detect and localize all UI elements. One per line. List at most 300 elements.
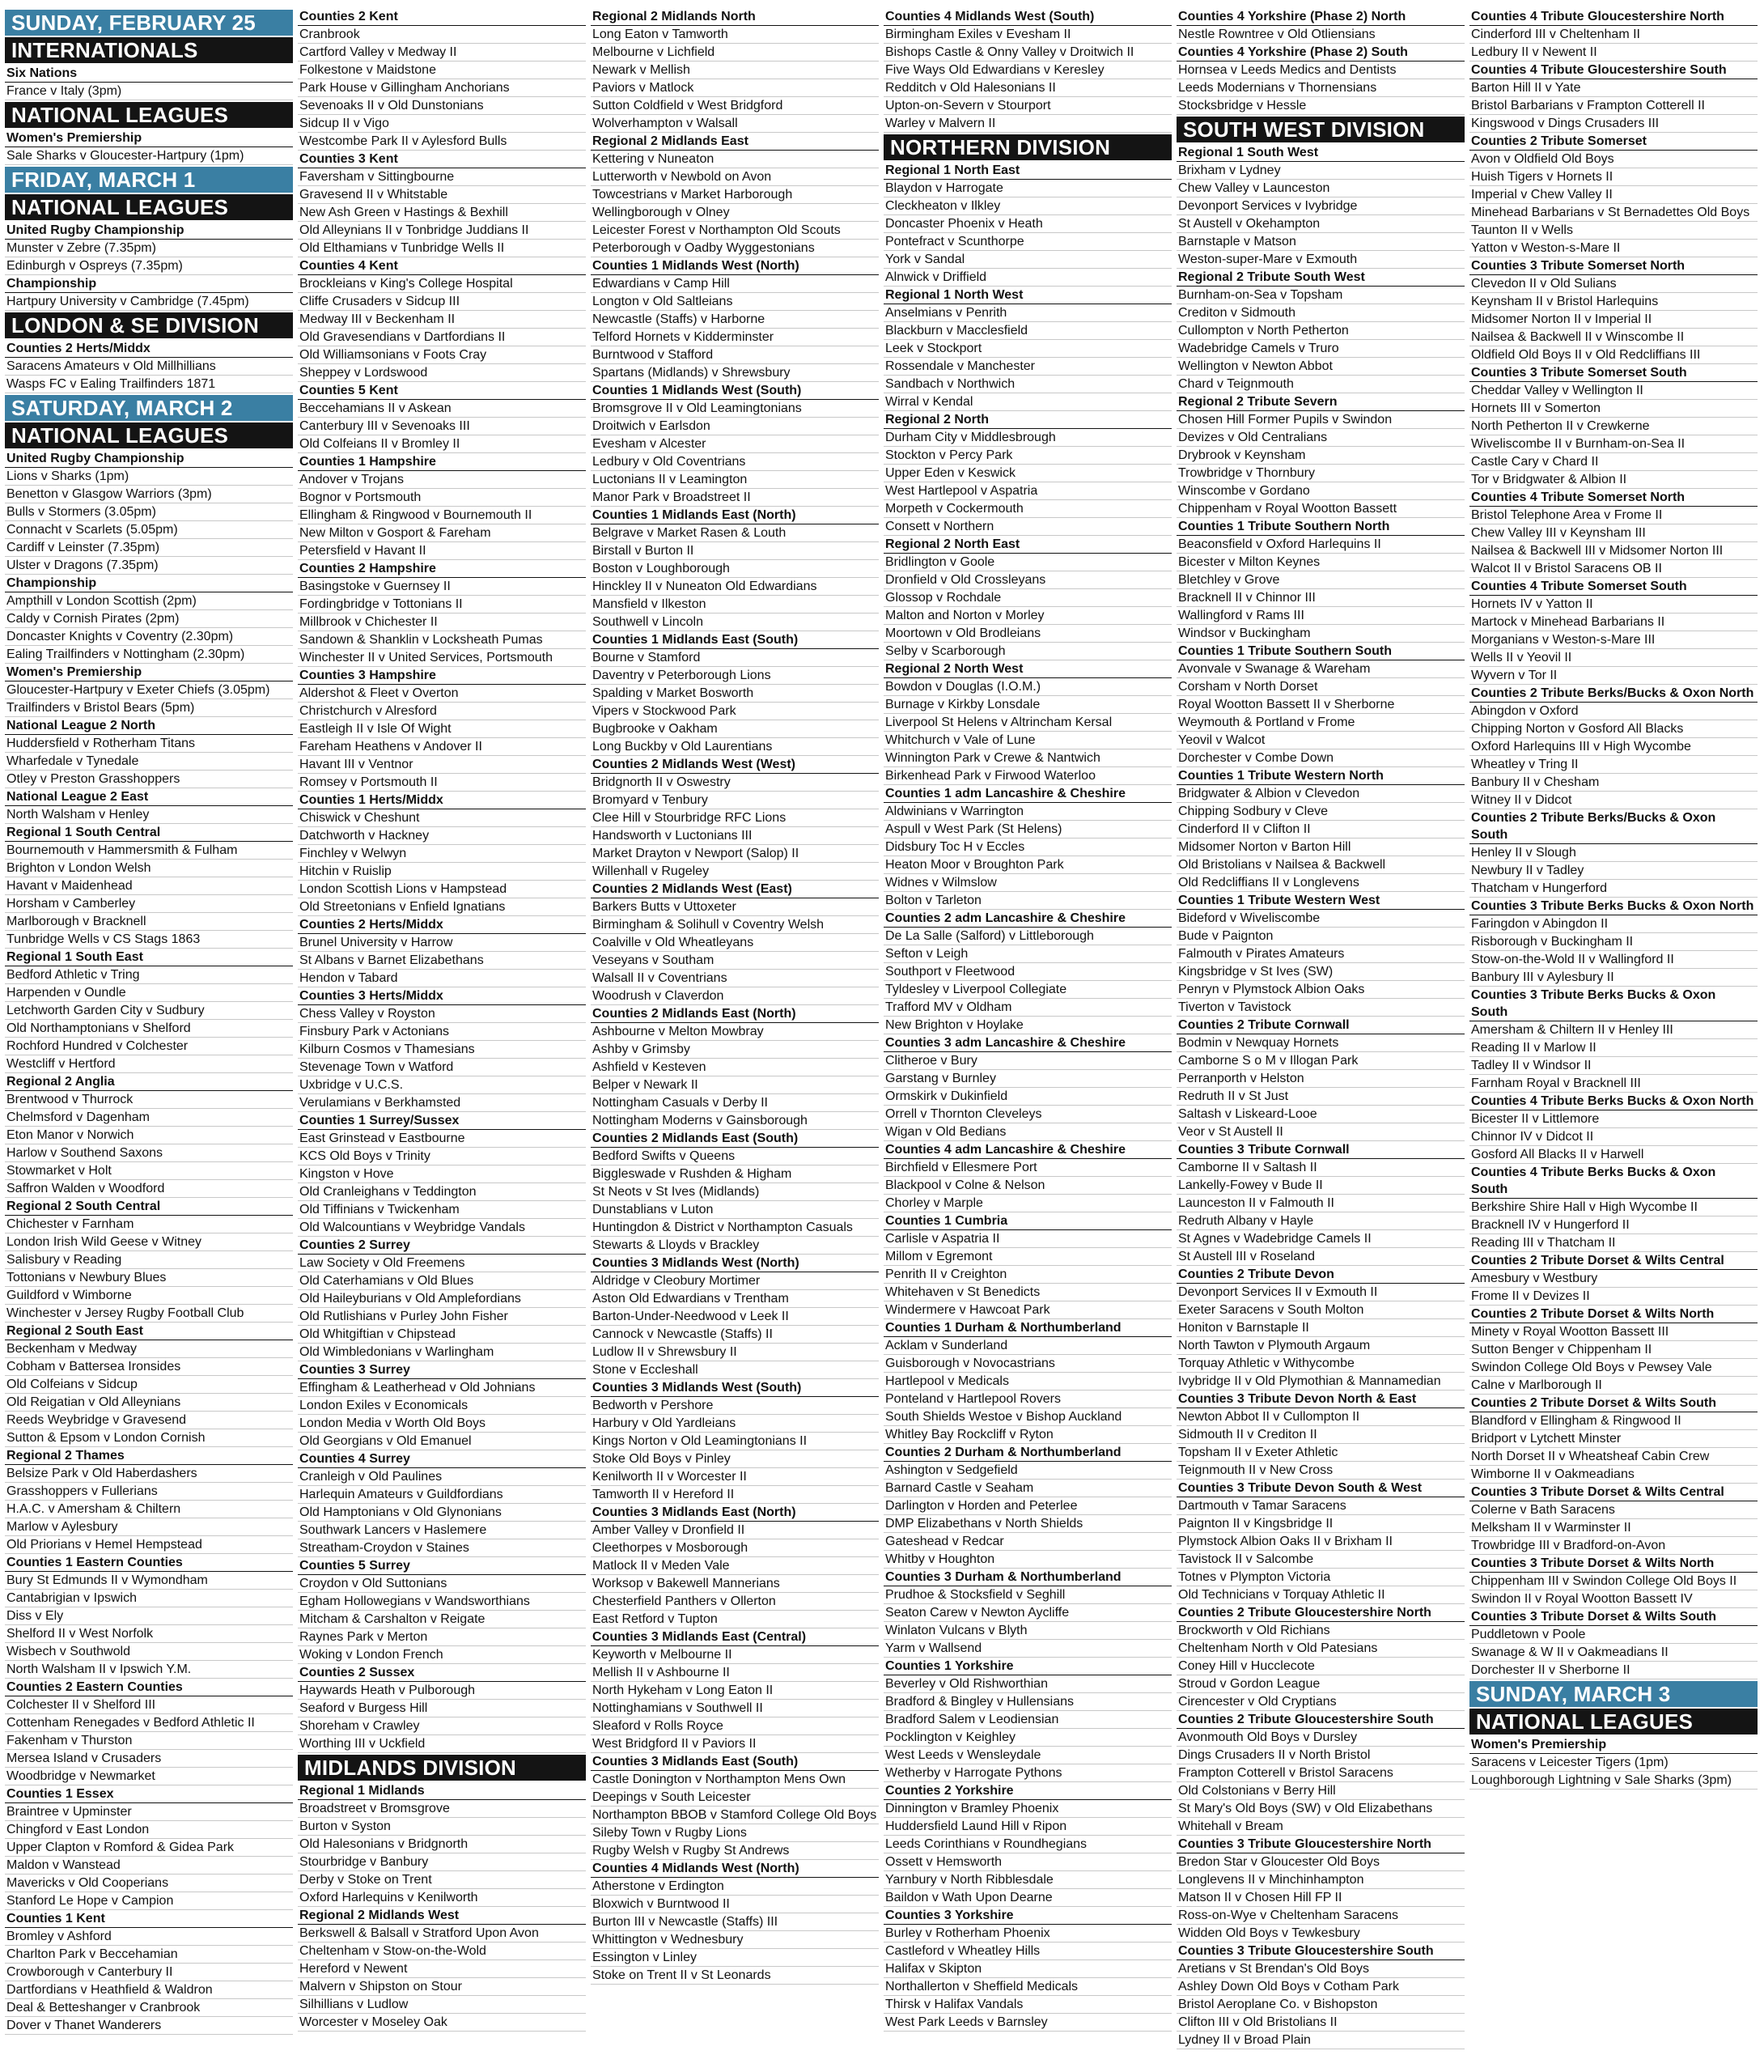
fixture-row: Sidcup II v Vigo [298, 115, 586, 133]
fixture-row: Blandford v Ellingham & Ringwood II [1469, 1412, 1758, 1430]
fixture-row: Verulamians v Berkhamsted [298, 1094, 586, 1112]
fixture-row: Morpeth v Cockermouth [884, 500, 1172, 518]
fixture-row: Longlevens II v Minchinhampton [1177, 1871, 1465, 1889]
fixture-row: Ashby v Grimsby [591, 1041, 879, 1059]
fixture-row: Reading III v Thatcham II [1469, 1234, 1758, 1252]
fixture-row: Egham Hollowegians v Wandsworthians [298, 1593, 586, 1611]
fixture-row: Old Reigatian v Old Alleynians [5, 1394, 293, 1412]
fixture-row: Dronfield v Old Crossleyans [884, 571, 1172, 589]
fixture-row: North Petherton II v Crewkerne [1469, 418, 1758, 435]
fixture-row: Hartpury University v Cambridge (7.45pm) [5, 293, 293, 311]
fixture-row: Redruth Albany v Hayle [1177, 1212, 1465, 1230]
fixture-row: Bloxwich v Burntwood II [591, 1896, 879, 1913]
fixture-row: St Austell III v Roseland [1177, 1248, 1465, 1266]
fixture-row: Deal & Betteshanger v Cranbrook [5, 1999, 293, 2017]
fixture-row: Old Bristolians v Nailsea & Backwell [1177, 856, 1465, 874]
fixture-row: Bletchley v Grove [1177, 571, 1465, 589]
fixture-row: Broadstreet v Bromsgrove [298, 1800, 586, 1818]
fixture-row: Havant III v Ventnor [298, 756, 586, 774]
fixture-row: Burnage v Kirkby Lonsdale [884, 696, 1172, 714]
fixture-row: Munster v Zebre (7.35pm) [5, 240, 293, 257]
league-subheading: Regional 2 Tribute Severn [1177, 393, 1465, 411]
fixture-row: Dover v Thanet Wanderers [5, 2017, 293, 2035]
fixture-row: Southwell v Lincoln [591, 614, 879, 631]
fixture-row: Ponteland v Hartlepool Rovers [884, 1391, 1172, 1408]
fixture-row: Cheltenham v Stow-on-the-Wold [298, 1942, 586, 1960]
fixture-row: Frampton Cotterell v Bristol Saracens [1177, 1764, 1465, 1782]
fixture-row: Widden Old Boys v Tewkesbury [1177, 1925, 1465, 1942]
league-subheading: Counties 1 Eastern Counties [5, 1554, 293, 1572]
fixture-row: Fareham Heathens v Andover II [298, 738, 586, 756]
fixture-row: Marlborough v Bracknell [5, 913, 293, 931]
league-subheading: Women's Premiership [1469, 1736, 1758, 1754]
fixture-row: Colchester II v Shelford III [5, 1696, 293, 1714]
fixture-row: Aston Old Edwardians v Trentham [591, 1290, 879, 1308]
fixture-row: Whitchurch v Vale of Lune [884, 732, 1172, 749]
fixture-row: New Ash Green v Hastings & Bexhill [298, 204, 586, 222]
fixture-row: Wisbech v Southwold [5, 1643, 293, 1661]
fixture-row: Cheddar Valley v Wellington II [1469, 382, 1758, 400]
fixture-row: H.A.C. v Amersham & Chiltern [5, 1501, 293, 1518]
fixture-row: Huish Tigers v Hornets II [1469, 168, 1758, 186]
league-subheading: Counties 3 Tribute Dorset & Wilts South [1469, 1608, 1758, 1626]
fixture-row: Stoke Old Boys v Pinley [591, 1450, 879, 1468]
fixture-row: Worthing III v Uckfield [298, 1735, 586, 1753]
fixture-row: Bicester II v Littlemore [1469, 1110, 1758, 1128]
league-subheading: Counties 2 adm Lancashire & Cheshire [884, 910, 1172, 928]
league-subheading: Women's Premiership [5, 130, 293, 147]
league-subheading: Counties 3 Midlands East (Central) [591, 1628, 879, 1646]
fixture-row: Old Tiffinians v Twickenham [298, 1201, 586, 1219]
fixture-row: Redditch v Old Halesonians II [884, 79, 1172, 97]
fixture-row: Edwardians v Camp Hill [591, 275, 879, 293]
fixture-row: North Hykeham v Long Eaton II [591, 1682, 879, 1700]
fixture-row: Old Streetonians v Enfield Ignatians [298, 898, 586, 916]
fixture-row: Cleckheaton v Ilkley [884, 197, 1172, 215]
league-subheading: Counties 2 Tribute Gloucestershire North [1177, 1604, 1465, 1622]
fixture-row: Bedworth v Pershore [591, 1397, 879, 1415]
fixture-row: Trailfinders v Bristol Bears (5pm) [5, 699, 293, 717]
fixture-row: Finsbury Park v Actonians [298, 1023, 586, 1041]
fixture-row: Ashington v Sedgefield [884, 1462, 1172, 1480]
league-subheading: Counties 2 Surrey [298, 1237, 586, 1255]
fixture-row: Bromyard v Tenbury [591, 792, 879, 809]
league-subheading: Counties 1 Yorkshire [884, 1658, 1172, 1675]
fixture-row: Tottonians v Newbury Blues [5, 1269, 293, 1287]
date-heading: SATURDAY, MARCH 2 [5, 395, 293, 421]
fixture-row: Glossop v Rochdale [884, 589, 1172, 607]
fixture-row: St Albans v Barnet Elizabethans [298, 952, 586, 970]
fixture-row: Bridport v Lytchett Minster [1469, 1430, 1758, 1448]
fixture-row: Guisborough v Novocastrians [884, 1355, 1172, 1373]
fixture-row: Drybrook v Keynsham [1177, 447, 1465, 465]
league-subheading: Counties 3 Tribute Dorset & Wilts North [1469, 1555, 1758, 1573]
fixture-row: Honiton v Barnstaple II [1177, 1319, 1465, 1337]
fixture-row: Weston-super-Mare v Exmouth [1177, 251, 1465, 269]
fixture-row: Orrell v Thornton Cleveleys [884, 1106, 1172, 1123]
fixture-row: Yarnbury v North Ribblesdale [884, 1871, 1172, 1889]
fixture-row: Risborough v Buckingham II [1469, 933, 1758, 951]
league-subheading: Counties 4 Tribute Somerset North [1469, 489, 1758, 507]
fixture-row: Kettering v Nuneaton [591, 151, 879, 168]
fixture-row: Chess Valley v Royston [298, 1005, 586, 1023]
fixture-row: Wirral v Kendal [884, 393, 1172, 411]
fixture-row: Cantabrigian v Ipswich [5, 1590, 293, 1607]
league-subheading: Counties 3 adm Lancashire & Cheshire [884, 1034, 1172, 1052]
fixture-row: Chipping Sodbury v Cleve [1177, 803, 1465, 821]
fixture-row: Leek v Stockport [884, 340, 1172, 358]
league-subheading: Counties 4 Midlands West (North) [591, 1860, 879, 1878]
league-subheading: Regional 2 North [884, 411, 1172, 429]
fixture-row: Burton v Syston [298, 1818, 586, 1836]
fixture-row: London Irish Wild Geese v Witney [5, 1233, 293, 1251]
fixture-row: Stevenage Town v Watford [298, 1059, 586, 1076]
league-subheading: Counties 4 adm Lancashire & Cheshire [884, 1141, 1172, 1159]
league-subheading: Counties 3 Surrey [298, 1361, 586, 1379]
league-subheading: Counties 2 Tribute Dorset & Wilts South [1469, 1395, 1758, 1412]
league-subheading: Counties 1 Cumbria [884, 1212, 1172, 1230]
fixture-row: Horsham v Camberley [5, 895, 293, 913]
fixture-row: Avonvale v Swanage & Wareham [1177, 660, 1465, 678]
division-heading: NATIONAL LEAGUES [1469, 1709, 1758, 1734]
fixture-row: Cheltenham North v Old Patesians [1177, 1640, 1465, 1658]
fixture-row: Dinnington v Bramley Phoenix [884, 1800, 1172, 1818]
fixture-row: Bristol Barbarians v Frampton Cotterell II [1469, 97, 1758, 115]
fixture-row: Thirsk v Halifax Vandals [884, 1996, 1172, 2014]
league-subheading: Counties 3 Tribute Dorset & Wilts Central [1469, 1484, 1758, 1501]
fixture-row: Chard v Teignmouth [1177, 376, 1465, 393]
fixture-row: Medway III v Beckenham II [298, 311, 586, 329]
fixture-row: Bude v Paignton [1177, 928, 1465, 945]
fixture-row: Loughborough Lightning v Sale Sharks (3pm) [1469, 1772, 1758, 1790]
league-subheading: Counties 2 Tribute Berks/Bucks & Oxon North [1469, 685, 1758, 703]
fixture-row: Ashley Down Old Boys v Cotham Park [1177, 1978, 1465, 1996]
fixture-row: Stewarts & Lloyds v Brackley [591, 1237, 879, 1255]
league-subheading: National League 2 North [5, 717, 293, 735]
fixture-row: Newark v Mellish [591, 62, 879, 79]
fixture-row: Acklam v Sunderland [884, 1337, 1172, 1355]
fixture-row: Braintree v Upminster [5, 1803, 293, 1821]
fixture-row: Burley v Rotherham Phoenix [884, 1925, 1172, 1942]
fixture-row: Devonport Services II v Exmouth II [1177, 1284, 1465, 1301]
league-subheading: Counties 2 Sussex [298, 1664, 586, 1682]
fixture-row: Stanford Le Hope v Campion [5, 1892, 293, 1910]
league-subheading: Counties 4 Yorkshire (Phase 2) South [1177, 44, 1465, 62]
fixture-row: Witney II v Didcot [1469, 792, 1758, 809]
fixture-row: Gravesend II v Whitstable [298, 186, 586, 204]
fixture-row: Swindon II v Royal Wootton Bassett IV [1469, 1590, 1758, 1608]
league-subheading: Counties 3 Tribute Berks Bucks & Oxon South [1469, 987, 1758, 1021]
fixture-row: Havant v Maidenhead [5, 877, 293, 895]
division-heading: SOUTH WEST DIVISION [1177, 117, 1465, 142]
fixture-row: Cullompton v North Petherton [1177, 322, 1465, 340]
division-heading: NATIONAL LEAGUES [5, 194, 293, 220]
fixture-row: Dings Crusaders II v North Bristol [1177, 1747, 1465, 1764]
fixture-row: Ashbourne v Melton Mowbray [591, 1023, 879, 1041]
fixture-row: Ludlow II v Shrewsbury II [591, 1344, 879, 1361]
fixture-row: Wetherby v Harrogate Pythons [884, 1764, 1172, 1782]
league-subheading: Counties 3 Tribute Berks Bucks & Oxon North [1469, 898, 1758, 915]
fixture-row: West Bridgford II v Paviors II [591, 1735, 879, 1753]
league-subheading: Counties 2 Tribute Dorset & Wilts Central [1469, 1252, 1758, 1270]
fixture-row: Devizes v Old Centralians [1177, 429, 1465, 447]
fixture-row: Old Caterhamians v Old Blues [298, 1272, 586, 1290]
fixture-row: Old Haileyburians v Old Amplefordians [298, 1290, 586, 1308]
fixture-row: Didsbury Toc H v Eccles [884, 839, 1172, 856]
fixture-row: Newbury II v Tadley [1469, 862, 1758, 880]
league-subheading: Counties 1 Tribute Western North [1177, 767, 1465, 785]
fixture-row: Upton-on-Severn v Stourport [884, 97, 1172, 115]
fixture-row: Baildon v Wath Upon Dearne [884, 1889, 1172, 1907]
fixture-row: Spartans (Midlands) v Shrewsbury [591, 364, 879, 382]
fixture-row: Kilburn Cosmos v Thamesians [298, 1041, 586, 1059]
fixture-row: Old Georgians v Old Emanuel [298, 1433, 586, 1450]
league-subheading: Counties 4 Kent [298, 257, 586, 275]
fixture-row: Sale Sharks v Gloucester-Hartpury (1pm) [5, 147, 293, 165]
league-subheading: Counties 3 Tribute Gloucestershire North [1177, 1836, 1465, 1853]
fixture-row: Old Walcountians v Weybridge Vandals [298, 1219, 586, 1237]
fixture-row: Millbrook v Chichester II [298, 614, 586, 631]
fixture-row: Dartmouth v Tamar Saracens [1177, 1497, 1465, 1515]
league-subheading: Counties 1 Midlands East (South) [591, 631, 879, 649]
fixture-row: Camborne II v Saltash II [1177, 1159, 1465, 1177]
fixture-row: Old Technicians v Torquay Athletic II [1177, 1586, 1465, 1604]
fixture-row: Mansfield v Ilkeston [591, 596, 879, 614]
fixture-row: Kings Norton v Old Leamingtonians II [591, 1433, 879, 1450]
fixture-row: Bracknell IV v Hungerford II [1469, 1216, 1758, 1234]
fixture-row: Minety v Royal Wootton Bassett III [1469, 1323, 1758, 1341]
fixture-row: Perranporth v Helston [1177, 1070, 1465, 1088]
fixture-row: Upper Clapton v Romford & Gidea Park [5, 1839, 293, 1857]
league-subheading: Counties 1 Herts/Middx [298, 792, 586, 809]
fixture-row: Wallingford v Rams III [1177, 607, 1465, 625]
fixture-row: Chew Valley III v Keynsham III [1469, 524, 1758, 542]
fixture-row: Old Northamptonians v Shelford [5, 1020, 293, 1038]
fixture-row: Winnington Park v Crewe & Nantwich [884, 749, 1172, 767]
fixture-row: Bedford Swifts v Queens [591, 1148, 879, 1166]
fixture-row: Clee Hill v Stourbridge RFC Lions [591, 809, 879, 827]
fixture-row: Malvern v Shipston on Stour [298, 1978, 586, 1996]
league-subheading: Regional 2 Tribute South West [1177, 269, 1465, 287]
fixture-row: Brixham v Lydney [1177, 162, 1465, 180]
fixture-row: Westcombe Park II v Aylesford Bulls [298, 133, 586, 151]
fixture-row: Chinnor IV v Didcot II [1469, 1128, 1758, 1146]
league-subheading: Counties 3 Tribute Devon North & East [1177, 1391, 1465, 1408]
fixture-row: Christchurch v Alresford [298, 703, 586, 720]
fixture-row: Rugby Welsh v Rugby St Andrews [591, 1842, 879, 1860]
division-heading: NATIONAL LEAGUES [5, 102, 293, 128]
league-subheading: Counties 2 Tribute Dorset & Wilts North [1469, 1306, 1758, 1323]
fixture-row: Tavistock II v Salcombe [1177, 1551, 1465, 1569]
fixture-row: Imperial v Chew Valley II [1469, 186, 1758, 204]
fixture-row: Saltash v Liskeard-Looe [1177, 1106, 1465, 1123]
league-subheading: Counties 1 Tribute Southern South [1177, 643, 1465, 660]
fixture-row: Birmingham Exiles v Evesham II [884, 26, 1172, 44]
fixture-row: Sutton Coldfield v West Bridgford [591, 97, 879, 115]
fixture-row: London Scottish Lions v Hampstead [298, 881, 586, 898]
fixture-row: Hornets III v Somerton [1469, 400, 1758, 418]
fixture-row: Whitley Bay Rockcliff v Ryton [884, 1426, 1172, 1444]
fixture-row: Stockton v Percy Park [884, 447, 1172, 465]
league-subheading: Regional 2 Anglia [5, 1073, 293, 1091]
league-subheading: Counties 3 Midlands East (South) [591, 1753, 879, 1771]
fixture-row: Harpenden v Oundle [5, 984, 293, 1002]
fixture-row: Cinderford III v Cheltenham II [1469, 26, 1758, 44]
fixture-row: Bridgnorth II v Oswestry [591, 774, 879, 792]
fixture-row: Penryn v Plymstock Albion Oaks [1177, 981, 1465, 999]
fixture-row: Bridlington v Goole [884, 554, 1172, 571]
fixture-row: Falmouth v Pirates Amateurs [1177, 945, 1465, 963]
fixture-row: London Media v Worth Old Boys [298, 1415, 586, 1433]
fixture-row: Wellington v Newton Abbot [1177, 358, 1465, 376]
fixture-row: Handsworth v Luctonians III [591, 827, 879, 845]
fixture-row: Prudhoe & Stocksfield v Seghill [884, 1586, 1172, 1604]
fixture-row: Hitchin v Ruislip [298, 863, 586, 881]
fixture-row: Petersfield v Havant II [298, 542, 586, 560]
fixture-row: Yatton v Weston-s-Mare II [1469, 240, 1758, 257]
fixture-row: Trafford MV v Oldham [884, 999, 1172, 1017]
fixture-row: Cottenham Renegades v Bedford Athletic II [5, 1714, 293, 1732]
fixture-row: Cirencester v Old Cryptians [1177, 1693, 1465, 1711]
fixture-row: Whittington v Wednesbury [591, 1931, 879, 1949]
fixture-row: Saracens Amateurs v Old Millhillians [5, 358, 293, 376]
fixture-row: Garstang v Burnley [884, 1070, 1172, 1088]
fixture-row: Devonport Services v Ivybridge [1177, 197, 1465, 215]
fixture-row: Saffron Walden v Woodford [5, 1180, 293, 1198]
fixture-row: Stowmarket v Holt [5, 1162, 293, 1180]
fixture-row: Yeovil v Walcot [1177, 732, 1465, 749]
fixture-row: Edinburgh v Ospreys (7.35pm) [5, 257, 293, 275]
fixture-row: Trowbridge v Thornbury [1177, 465, 1465, 482]
fixture-row: Long Eaton v Tamworth [591, 26, 879, 44]
fixture-row: Old Hamptonians v Old Glynonians [298, 1504, 586, 1522]
fixture-row: Birkenhead Park v Firwood Waterloo [884, 767, 1172, 785]
fixture-row: Yarm v Wallsend [884, 1640, 1172, 1658]
fixture-row: Midsomer Norton II v Imperial II [1469, 311, 1758, 329]
fixture-row: Camborne S o M v Illogan Park [1177, 1052, 1465, 1070]
fixture-row: Deepings v South Leicester [591, 1789, 879, 1807]
fixture-row: Wharfedale v Tynedale [5, 753, 293, 771]
fixture-row: Luctonians II v Leamington [591, 471, 879, 489]
fixture-row: Tiverton v Tavistock [1177, 999, 1465, 1017]
fixture-row: Bowdon v Douglas (I.O.M.) [884, 678, 1172, 696]
fixture-row: Stocksbridge v Hessle [1177, 97, 1465, 115]
fixture-row: Barton-Under-Needwood v Leek II [591, 1308, 879, 1326]
fixture-row: Chichester v Farnham [5, 1216, 293, 1233]
fixture-row: London Exiles v Economicals [298, 1397, 586, 1415]
fixture-row: Old Cranleighans v Teddington [298, 1183, 586, 1201]
fixture-row: Vipers v Stockwood Park [591, 703, 879, 720]
fixture-row: Bishops Castle & Onny Valley v Droitwich II [884, 44, 1172, 62]
fixture-row: Wells II v Yeovil II [1469, 649, 1758, 667]
fixture-row: Belper v Newark II [591, 1076, 879, 1094]
fixture-row: Clifton III v Old Bristolians II [1177, 2014, 1465, 2032]
fixture-row: Warley v Malvern II [884, 115, 1172, 133]
fixture-row: Ivybridge II v Old Plymothian & Mannamedian [1177, 1373, 1465, 1391]
fixture-row: Launceston II v Falmouth II [1177, 1195, 1465, 1212]
fixture-row: Benetton v Glasgow Warriors (3pm) [5, 486, 293, 503]
fixture-row: Walcot II v Bristol Saracens OB II [1469, 560, 1758, 578]
fixture-row: Willenhall v Rugeley [591, 863, 879, 881]
fixture-row: Shelford II v West Norfolk [5, 1625, 293, 1643]
fixture-row: Widnes v Wilmslow [884, 874, 1172, 892]
fixture-row: Spalding v Market Bosworth [591, 685, 879, 703]
fixture-row: Mavericks v Old Cooperians [5, 1875, 293, 1892]
fixture-row: Gloucester-Hartpury v Exeter Chiefs (3.05pm) [5, 681, 293, 699]
fixture-row: Bromley v Ashford [5, 1928, 293, 1946]
division-heading: LONDON & SE DIVISION [5, 312, 293, 338]
league-subheading: Regional 1 North West [884, 287, 1172, 304]
fixture-row: Chippenham v Royal Wootton Bassett [1177, 500, 1465, 518]
league-subheading: Counties 2 Hampshire [298, 560, 586, 578]
league-subheading: Counties 2 Midlands East (North) [591, 1005, 879, 1023]
division-heading: INTERNATIONALS [5, 37, 293, 63]
fixture-row: Stroud v Gordon League [1177, 1675, 1465, 1693]
fixture-row: Darlington v Horden and Peterlee [884, 1497, 1172, 1515]
fixture-row: Crowborough v Canterbury II [5, 1964, 293, 1981]
fixture-row: Aldershot & Fleet v Overton [298, 685, 586, 703]
fixture-row: Amesbury v Westbury [1469, 1270, 1758, 1288]
league-subheading: Counties 3 Midlands West (South) [591, 1379, 879, 1397]
fixture-row: Berkswell & Balsall v Stratford Upon Avon [298, 1925, 586, 1942]
fixture-row: Alnwick v Driffield [884, 269, 1172, 287]
league-subheading: Regional 2 Thames [5, 1447, 293, 1465]
fixture-row: Chew Valley v Launceston [1177, 180, 1465, 197]
fixture-row: North Dorset II v Wheatsheaf Cabin Crew [1469, 1448, 1758, 1466]
fixture-row: Gateshead v Redcar [884, 1533, 1172, 1551]
league-subheading: Counties 4 Yorkshire (Phase 2) North [1177, 8, 1465, 26]
league-subheading: Counties 3 Yorkshire [884, 1907, 1172, 1925]
fixture-row: Hereford v Newent [298, 1960, 586, 1978]
fixture-row: Huddersfield Laund Hill v Ripon [884, 1818, 1172, 1836]
fixture-row: Old Colfeians v Sidcup [5, 1376, 293, 1394]
fixture-row: Avon v Oldfield Old Boys [1469, 151, 1758, 168]
fixture-row: Streatham-Croydon v Staines [298, 1539, 586, 1557]
fixture-row: Bulls v Stormers (3.05pm) [5, 503, 293, 521]
fixture-row: Old Whitgiftian v Chipstead [298, 1326, 586, 1344]
fixture-row: New Milton v Gosport & Fareham [298, 524, 586, 542]
league-subheading: Counties 1 Midlands West (South) [591, 382, 879, 400]
fixture-row: Windsor v Buckingham [1177, 625, 1465, 643]
fixture-row: Old Redcliffians II v Longlevens [1177, 874, 1465, 892]
fixture-row: Avonmouth Old Boys v Dursley [1177, 1729, 1465, 1747]
fixture-row: Saracens v Leicester Tigers (1pm) [1469, 1754, 1758, 1772]
fixture-row: Uxbridge v U.C.S. [298, 1076, 586, 1094]
fixture-row: Aldridge v Cleobury Mortimer [591, 1272, 879, 1290]
fixture-row: Rochford Hundred v Colchester [5, 1038, 293, 1055]
fixture-row: Melbourne v Lichfield [591, 44, 879, 62]
fixture-row: Droitwich v Earlsdon [591, 418, 879, 435]
fixture-row: Basingstoke v Guernsey II [298, 578, 586, 596]
fixture-row: Melksham II v Warminster II [1469, 1519, 1758, 1537]
fixture-row: North Tawton v Plymouth Argaum [1177, 1337, 1465, 1355]
fixture-row: Upper Eden v Keswick [884, 465, 1172, 482]
fixture-row: Keynsham II v Bristol Harlequins [1469, 293, 1758, 311]
league-subheading: Counties 2 Tribute Devon [1177, 1266, 1465, 1284]
fixture-row: Tor v Bridgwater & Albion II [1469, 471, 1758, 489]
fixture-row: Bury St Edmunds II v Wymondham [5, 1572, 293, 1590]
fixture-row: St Austell v Okehampton [1177, 215, 1465, 233]
fixture-row: Ormskirk v Dukinfield [884, 1088, 1172, 1106]
fixture-row: Birmingham & Solihull v Coventry Welsh [591, 916, 879, 934]
fixture-row: Totnes v Plympton Victoria [1177, 1569, 1465, 1586]
fixture-row: Nailsea & Backwell III v Midsomer Norton III [1469, 542, 1758, 560]
league-subheading: Regional 2 Midlands East [591, 133, 879, 151]
league-subheading: Counties 3 Tribute Cornwall [1177, 1141, 1465, 1159]
fixture-row: Ledbury II v Newent II [1469, 44, 1758, 62]
fixture-row: St Agnes v Wadebridge Camels II [1177, 1230, 1465, 1248]
fixture-row: Castle Donington v Northampton Mens Own [591, 1771, 879, 1789]
